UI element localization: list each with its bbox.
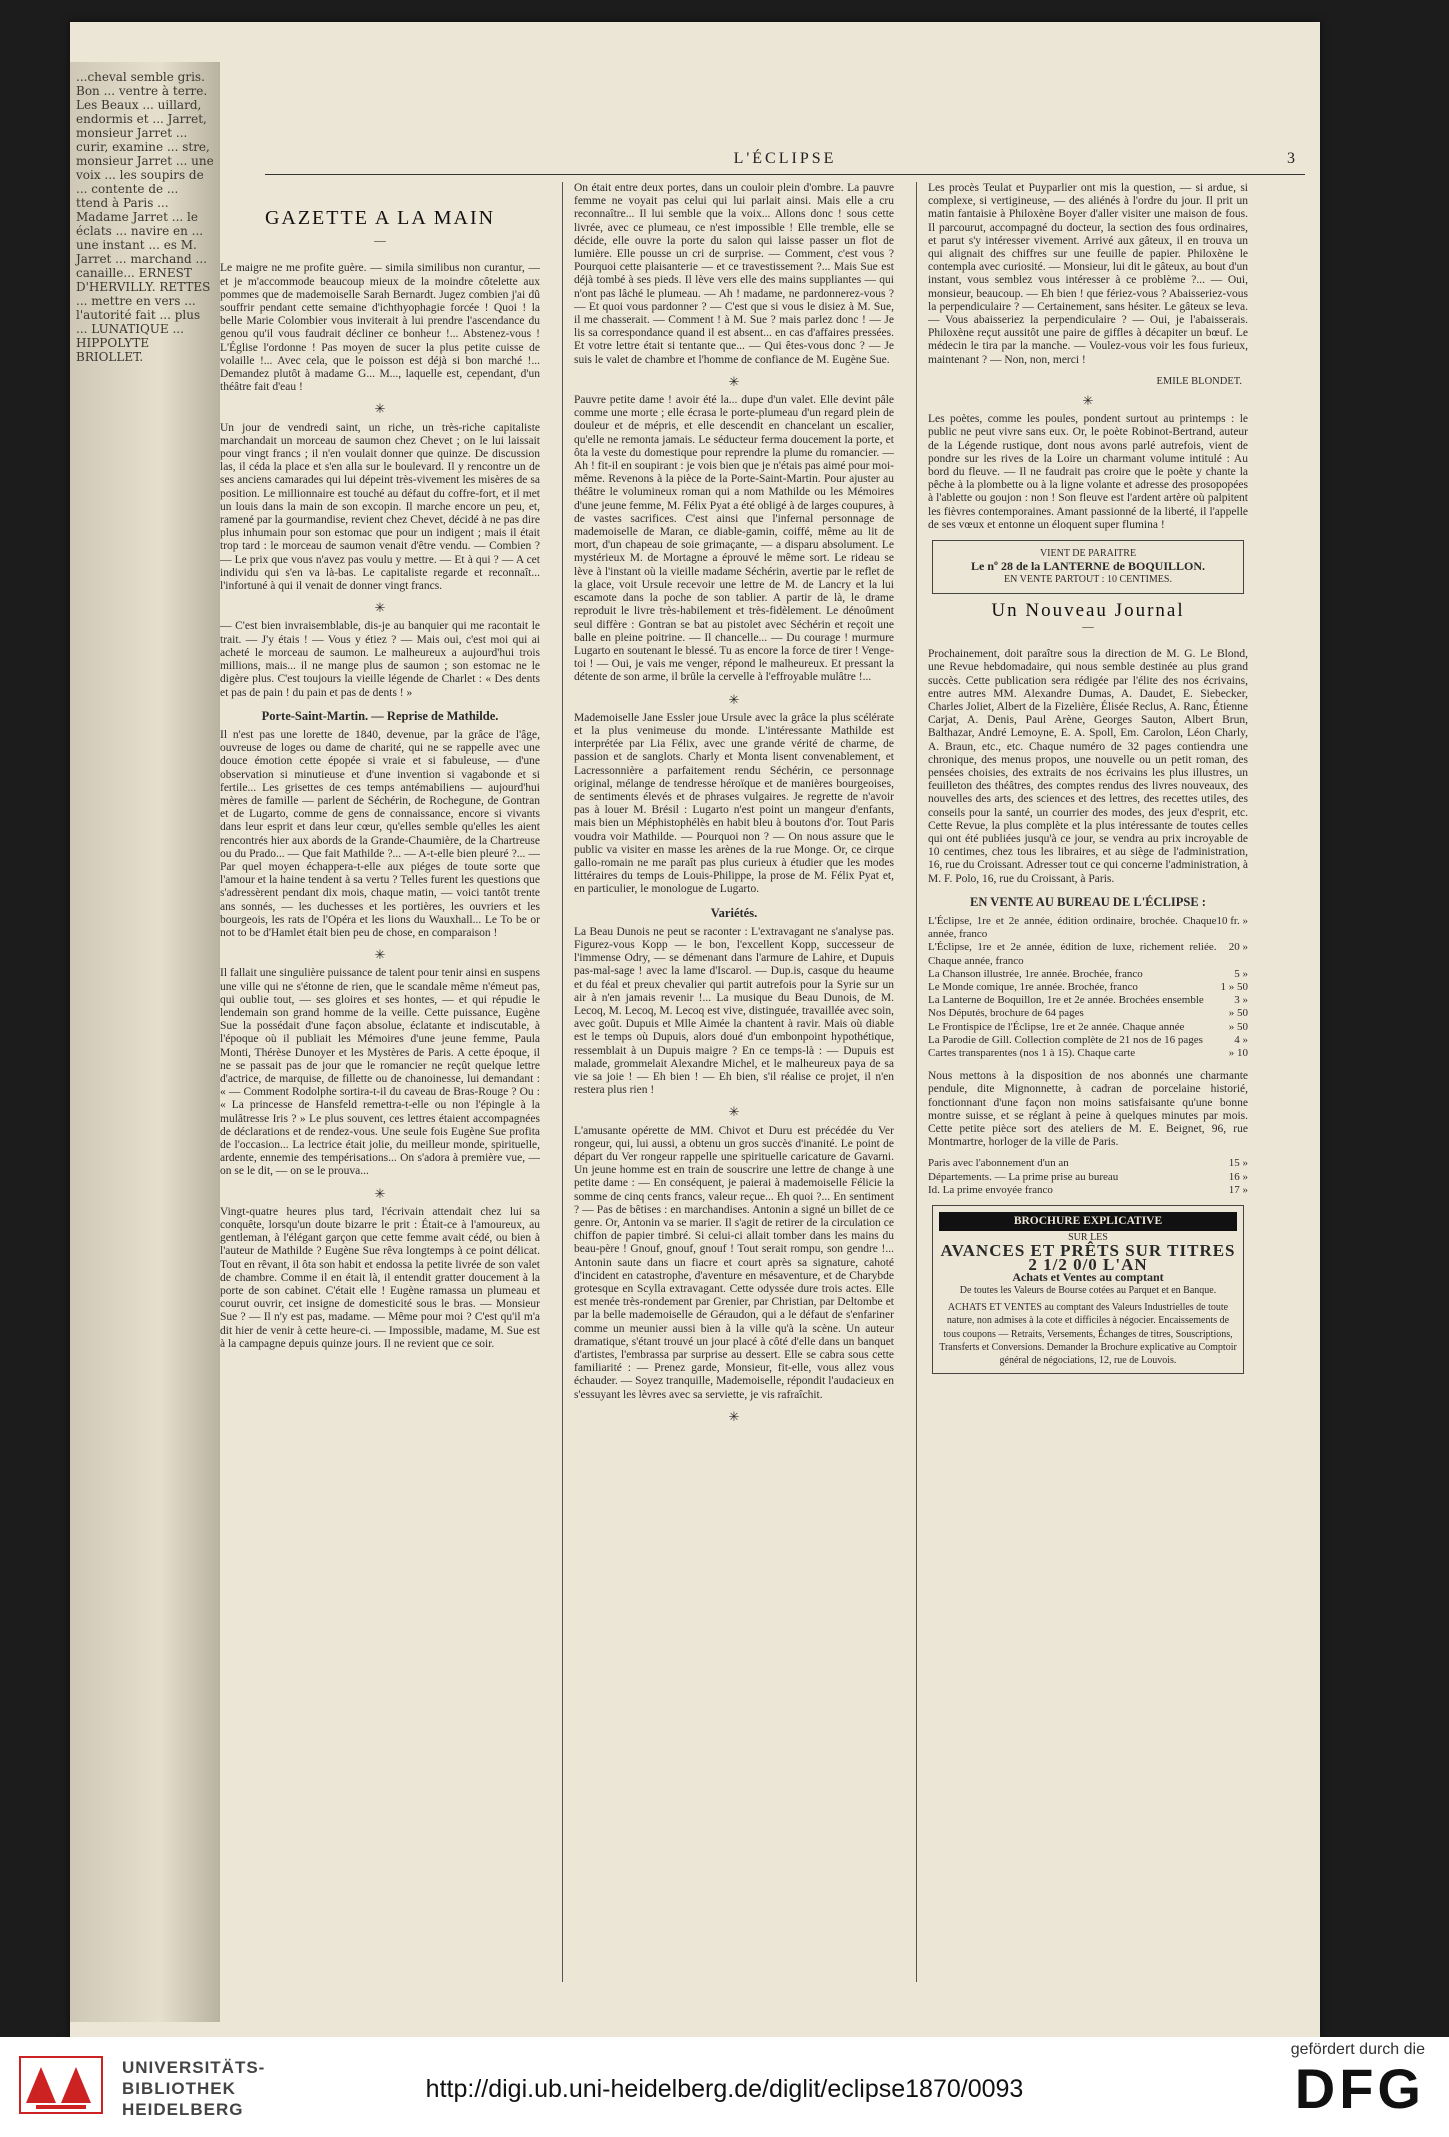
ad-line: SUR LES bbox=[1068, 1232, 1108, 1244]
item-price: 16 » bbox=[1228, 1170, 1248, 1183]
divider: — bbox=[1082, 620, 1094, 633]
item-title: Le Monde comique, 1re année. Brochée, franco bbox=[928, 980, 1138, 993]
article-paragraph: — C'est bien invraisemblable, dis-je au banquier qui me racontait le trait. — J'y étais ! — Vous y étiez ? — Mais oui, c'est moi qui ai acheté le morceau de saumon. Le malheureux a aujourd'hui trois millions, mais... il ne mange plus de saumon ; son estomac ne le digère plus. C'est toujours la vieille légende de Charlet : « Des dents et pas de pain ! du pain et pas de dents ! » bbox=[220, 620, 540, 699]
table-row bbox=[928, 1184, 1248, 1197]
subsection-heading: EN VENTE AU BUREAU DE L'ÉCLIPSE : bbox=[970, 894, 1206, 909]
subsection-heading: Porte-Saint-Martin. — Reprise de Mathilde. bbox=[261, 708, 499, 723]
item-price: 3 » bbox=[1234, 994, 1248, 1007]
subsection-heading: Variétés. bbox=[710, 905, 758, 920]
item-price: 5 » bbox=[1234, 967, 1248, 980]
asterisk-divider: ✳ bbox=[728, 373, 740, 389]
advertisement-lanterne bbox=[932, 540, 1244, 594]
library-name-line: HEIDELBERG bbox=[122, 2100, 244, 2119]
item-title: L'Éclipse, 1re et 2e année, édition ordinaire, brochée. Chaque année, franco bbox=[928, 914, 1217, 941]
item-title: Le Frontispice de l'Éclipse, 1re et 2e année. Chaque année bbox=[928, 1020, 1185, 1033]
item-price: 10 fr. » bbox=[1216, 914, 1248, 927]
previous-page-edge bbox=[70, 62, 220, 2022]
article-paragraph: Un jour de vendredi saint, un riche, un très-riche capitaliste marchandait un morceau de saumon chez Chevet ; on le lui laissait pour vingt francs ; il n'en voulait donner que quinze. De discussion las, il céda la place et s'en alla sur le boulevard. Il y rencontre un de ses anciens camarades qui lui dépeint très-vivement les misères de sa position. Le millionnaire est touché au défaut du coffre-fort, et il met un louis dans la main de son excopin. Il marche encore un peu, et, ramené par la gourmandise, revient chez Chevet, décidé à ne pas dire plus inhumain pour son estomac que pour un indigent ; mais il était trop tard : le morceau de saumon venait d'être vendu. — Combien ? — Le prix que vous n'avez pas voulu y mettre. — Et à qui ? — A cet individu qui s'en va là-bas. Le capitaliste regarde et reconnaît... l'infortuné à qui il venait de donner vingt francs. bbox=[220, 421, 540, 593]
item-title: Départements. — La prime prise au bureau bbox=[928, 1170, 1119, 1183]
item-title: La Parodie de Gill. Collection complète de 21 nos de 16 pages bbox=[928, 1033, 1203, 1046]
asterisk-divider: ✳ bbox=[728, 691, 740, 707]
dfg-logo: DFG bbox=[1294, 2057, 1425, 2120]
ad-line: ACHATS ET VENTES au comptant des Valeurs Industrielles de toute nature, non admises à la cote et difficiles à négocier. Encaissements de tous coupons — Retraits, Versements, Échanges de titres, Souscriptions, Transferts et Conversions. Demander la Brochure explicative au Comptoir général de négociations, 12, rue de Louvois. bbox=[939, 1302, 1237, 1367]
funder-block bbox=[1225, 2041, 1425, 2119]
item-title: Nos Députés, brochure de 64 pages bbox=[928, 1007, 1084, 1020]
asterisk-divider: ✳ bbox=[728, 1104, 740, 1120]
ad-headline: BROCHURE EXPLICATIVE bbox=[939, 1212, 1237, 1231]
item-title: Id. La prime envoyée franco bbox=[928, 1183, 1053, 1196]
ad-headline: Le nº 28 de la LANTERNE de BOQUILLON. bbox=[971, 559, 1205, 574]
source-url[interactable]: http://digi.ub.uni-heidelberg.de/diglit/eclipse1870/0093 bbox=[425, 2075, 1024, 2103]
column-rule bbox=[562, 182, 563, 1982]
article-paragraph: On était entre deux portes, dans un couloir plein d'ombre. La pauvre femme ne voyait pas celui qui lui parlait ainsi. Mais elle a cru reconnaître... Il lui semble que la voix... Allons donc ! sous cette livrée, avec ce plumeau, ce n'est impossible ! Elle tremble, elle se décide, elle ouvre la porte du salon qui laisse passer un flot de lumière. Elle pousse un cri de surprise. — Comment, c'est vous ? Pourquoi cette plaisanterie — et ce travestissement ?... Mais Sue est déjà tombé à ses pieds. Il lève vers elle des mains suppliantes — qui n'ont pas lâché le plumeau. — Ah ! madame, ne pardonnerez-vous ? — Et quoi vous pardonner ? — C'est que si vous le disiez à M. Sue, il me chasserait. — Comment ! à M. Sue ? mais parlez donc ! — Je lis sa correspondance quand il est absent... en cas d'affaires pressées. Et votre lettre était si tentante que... — Qui êtes-vous donc ? — Je suis le valet de chambre et l'homme de confiance de M. Eugène Sue. bbox=[574, 182, 894, 366]
item-price: 20 » bbox=[1228, 941, 1248, 954]
asterisk-divider: ✳ bbox=[728, 1408, 740, 1424]
item-price: 17 » bbox=[1228, 1183, 1248, 1196]
table-row bbox=[928, 1047, 1248, 1060]
article-paragraph: Il fallait une singulière puissance de talent pour tenir ainsi en suspens une ville qui ne s'étonne de rien, que le scandale même n'émeut pas, qui oublie tout, — ses gloires et ses hontes, — et qui répudie le lendemain son grand homme de la veille. Cette puissance, Eugène Sue la possédait d'une façon absolue, éclatante et indiscutable, à l'époque où il publiait les Mémoires d'une jeune femme, Paula Monti, Thérèse Dunoyer et les Mystères de Paris. A cette époque, il ne se passait pas de jour que le romancier ne reçût quelque lettre d'actrice, de marquise, de fillette ou de chanoinesse, lui demandant : « — Comment Rodolphe sortira-t-il du caveau de Bras-Rouge ? Ou : « La princesse de Hansfeld remettra-t-elle ou non l'épingle à la mulâtresse Iris ? » Le plus souvent, ces lettres étaient accompagnées de déclarations et de rendez-vous. Une seule fois Eugène Sue profita de l'occasion... La lectrice était jolie, du meilleur monde, spirituelle, ardente, ennemie des tempérisations... On s'adora à première vue, — on se le dit, — on se le prouva... bbox=[220, 967, 540, 1178]
item-price: 1 » 50 bbox=[1220, 980, 1248, 993]
asterisk-divider: ✳ bbox=[374, 401, 386, 417]
table-row bbox=[928, 1157, 1248, 1170]
article-paragraph: Mademoiselle Jane Essler joue Ursule avec la grâce la plus scélérate et la plus venimeuse du monde. L'intéressante Mathilde est interprétée par Lia Félix, avec une grande vérité de charme, de passion et de sanglots. Charly et Monta lisent convenablement, et Lacressonnière a parfaitement rendu Séchérin, ce personnage original, mélange de tendresse héroïque et de manières bourgeoises, de sentiments élevés et de phrases vulgaires. Je regrette de n'avoir pas à louer M. Brésil : Lugarto n'est point un mangeur d'enfants, mais bien un Méphistophélès en habit bleu à boutons d'or. Tout Paris voudra voir Mathilde. — Pourquoi non ? — On nous assure que le public va visiter en masse les arènes de la rue Monge. Or, ce cirque gallo-romain ne me paraît pas plus curieux à étudier que les modes littéraires du temps de Louis-Philippe, la prose de M. Félix Pyat et, en particulier, le monologue de Lugarto. bbox=[574, 711, 894, 896]
table-row bbox=[928, 1021, 1248, 1034]
column-3 bbox=[928, 182, 1248, 1992]
item-price: » 50 bbox=[1228, 1007, 1248, 1020]
signature: EMILE BLONDET. bbox=[1156, 375, 1242, 387]
article-paragraph: Les poètes, comme les poules, pondent surtout au printemps : le public ne peut vivre sans eux. Or, le poète Robinot-Bertrand, auteur de la Légende rustique, dont nous avons parlé autrefois, vient de pondre sur les rives de la Loire un charmant volume intitulé : Au bord du fleuve. — Il ne faudrait pas croire que le poète y chante la pêche à la plombette ou à la ligne volante et adresse des prosopopées à l'ablette ou goujon : non ! Son fleuve est l'ardent artère où palpitent les fièvres contemporaines. Amant passionné de la liberté, il l'appelle de ses vœux et entonne un éloquent super flumina ! bbox=[928, 413, 1248, 531]
column-2 bbox=[574, 182, 894, 1992]
article-paragraph: L'amusante opérette de MM. Chivot et Duru est précédée du Ver rongeur, qui, lui aussi, a obtenu un gros succès d'inanité. Le point de départ du Ver rongeur rappelle une spirituelle caricature de Gavarni. Un jeune homme est en train de souscrire une lettre de change à une petite dame : — En conséquent, je paierai à mademoiselle Félicie la somme de cinq cents francs, valeur reçue... Eh quoi ?... En sentiment ? — Pas de bêtises : en marchandises. Antonin a signé un billet de ce genre. Or, Antonin va se marier. Il s'agit de retirer de la circulation ce chiffon de papier timbré. Si celui-ci allait tomber dans les mains du beau-père ! Gnouf, gnouf, gnouf ! Tout serait rompu, son gendre !... Antonin saute dans un fiacre et court après sa signature, cahoté d'incident en catastrophe, d'aventure en mésaventure, et de Charybde grotesque en Scylla extravagant. Cette odyssée dure trois actes. Elle est menée très-rondement par Grenier, par Christian, par Deltombe et par la belle mademoiselle de Géraudon, qui a le défaut de s'enfariner comme un meunier aussi bien à la ville qu'à la scène. Un auteur dramatique, s'étant trouvé un jour placé à côté d'elle dans un banquet d'artistes, l'embrassa par surprise au dessert. Elle se cabra sous cette familiarité : — Prenez garde, Monsieur, fit-elle, vous allez vous échauder. — Soyez tranquille, Mademoiselle, répondit l'audacieux en s'essuyant les lèvres avec sa serviette, je vis rafraîchit. bbox=[574, 1124, 894, 1401]
price-table bbox=[928, 915, 1248, 1060]
section-heading: GAZETTE A LA MAIN bbox=[264, 207, 496, 229]
advertisement-brochure bbox=[932, 1205, 1244, 1374]
column-1 bbox=[220, 182, 540, 1992]
item-title: Cartes transparentes (nos 1 à 15). Chaque carte bbox=[928, 1046, 1136, 1059]
subscription-price-table bbox=[928, 1157, 1248, 1197]
item-title: Paris avec l'abonnement d'un an bbox=[928, 1157, 1069, 1170]
article-paragraph: La Beau Dunois ne peut se raconter : L'extravagant ne s'analyse pas. Figurez-vous Kopp — le bon, l'excellent Kopp, successeur de l'immense Odry, — se démenant dans l'armure de Lahire, et Dupuis pas-mal-sage ! avec la lame d'Iscarol. — Dup.is, casque du heaume et du féal et preux chevalier qui partit autrefois pour la Syrie sur un air à n'en jamais revenir !... La musique du Beau Dunois, de M. Lecoq, M. Lecoq, M. Lecoq est vive, distinguée, travaillée avec soin, avec goût. Dupuis et Mlle Aimée la chantent à ravir. Mais où diable est le temps où Dupuis, alors doué d'un embonpoint hypothétique, ressemblait à un Dupuis maigre ? En ce temps-là : — Dupuis est malade, grommelait Alexandre Michel, et le malheureux paya de sa vie sa joie ! — Eh bien ! — Eh bien, s'il réalise ce projet, il n'en restera plus rien ! bbox=[574, 925, 894, 1097]
footer-bar bbox=[0, 2037, 1449, 2137]
newspaper-title: L'ÉCLIPSE bbox=[733, 150, 837, 167]
previous-page-text: ...cheval semble gris. Bon ... ventre à terre. Les Beaux ... uillard, endormis et ... Jarret, monsieur Jarret ... curir, examine ... stre, monsieur Jarret ... une voix ... les soupirs de ... contente de ... ttend à Paris ... Madame Jarret ... le éclats ... navire en ... une instant ... es M. Jarret ... marchand ... canaille... ERNEST D'HERVILLY. RETTES ... mettre en vers ... l'autorité fait ... plus ... LUNATIQUE ... HIPPOLYTE BRIOLLET. bbox=[76, 70, 214, 364]
article-paragraph: Pauvre petite dame ! avoir été la... dupe d'un valet. Elle devint pâle comme une morte ; elle écrasa le porte-plumeau d'un regard plein de douleur et de mépris, et elle descendit en chancelant un escalier, qu'elle ne remonta jamais. Le séducteur ferma doucement la porte, et ôta la veste du domestique pour reprendre la plume du romancier. — Ah ! fit-il en soupirant : je vois bien que je n'étais pas aimé pour moi-même. Revenons à la pièce de la Porte-Saint-Martin. Pour ajuster au théâtre le volumineux roman qui a nom Mathilde ou les Mémoires d'une jeune femme, M. Félix Pyat a été obligé à de larges coupures, à de vastes sacrifices. C'est ainsi que l'infernal personnage de mademoiselle de Maran, ce diable-gamin, coiffé, même au lit de mort, d'un chapeau de soie grimaçante, — a disparu absolument. Le mystérieux M. de Mortagne a éprouvé le même sort. Le rideau se lève à l'instant où la vieille madame Séchérin, avertie par le reflet de la glace, voit Ursule recevoir une lettre de M. de Lancry et la lui escamote dans la poche de son tablier. A partir de là, le drame reproduit le livre très-habilement et très-fidèlement. Le dénoûment seul diffère : Gontran se bat au pistolet avec Séchérin et reçoit une balle en pleine poitrine. — Il chancelle... — Du courage ! murmure Lugarto en soutenant le blessé. Tu as encore la force de tirer ! Venge-toi ! — Oui, je vais me venger, répond le malheureux. Et pressant la détente de son arme, il brûle la cervelle à l'effroyable mulâtre !... bbox=[574, 394, 894, 684]
ad-line: De toutes les Valeurs de Bourse cotées au Parquet et en Banque. bbox=[959, 1285, 1217, 1297]
article-paragraph: Nous mettons à la disposition de nos abonnés une charmante pendule, dite Mignonnette, à cadran de porcelaine historié, fonctionnant d'une façon non moins satisfaisante qu'une bonne montre suisse, et se réglant à peine à quelques minutes par mois. Cette petite pièce sort des ateliers de M. E. Beignet, 96, rue Montmartre, horloger de la ville de Paris. bbox=[928, 1070, 1248, 1149]
asterisk-divider: ✳ bbox=[374, 1185, 386, 1201]
library-name-line: UNIVERSITÄTS- bbox=[122, 2058, 266, 2077]
article-paragraph: Les procès Teulat et Puyparlier ont mis la question, — si ardue, si complexe, si vertigineuse, — des aliénés à l'ordre du jour. Il prit un matin fantaisie à Philoxène Boyer d'aller visiter une maison de fous. Il parcourut, accompagné du docteur, la section des fous ordinaires, et parut s'y intéresser vivement. Arrivé aux gâteux, il en trouva un qui alignait des chiffres sur une feuille de papier. Philoxène le contempla avec curiosité. — Monsieur, lui dit le gâteux, au bout d'un instant, vous semblez vous intéresser à ce problème ?... — Oui, monsieur, beaucoup. — Eh bien ! que fériez-vous ? Abaisseriez-vous la perpendiculaire ? — Certainement, sans hésiter. Le gâteux se leva. — Vous abaisseriez la perpendiculaire ? — Oui, je l'abaisserais. Philoxène reçut aussitôt une paire de giffles à décapiter un bœuf. Le médecin le tira par la manche. — Voulez-vous voir les fous furieux, maintenant ? — Non, non, merci ! bbox=[928, 182, 1248, 366]
table-row bbox=[928, 968, 1248, 981]
item-title: La Lanterne de Boquillon, 1re et 2e année. Brochées ensemble bbox=[928, 994, 1204, 1007]
article-paragraph: Vingt-quatre heures plus tard, l'écrivain attendait chez lui sa conquête, lorsqu'un doute bizarre le prit : Était-ce à l'amoureux, au gentleman, à l'élégant garçon que cette femme avait cédé, ou bien à l'auteur de Mathilde ? Eugène Sue rêva longtemps à ce point délicat. Tout en rêvant, il ôta son habit et endossa la petite livrée de son valet de chambre. Comme il en était là, il entendit gratter doucement à la porte de son cabinet. C'était elle ! Eugène ramassa un plumeau et courut ouvrir, cet insigne de domesticité sous le bras. — Monsieur Sue ? — Il n'y est pas, madame. — Même pour moi ? C'est qu'il m'a dit hier de venir à cette heure-ci. — Impossible, madame, M. Sue est à la campagne depuis quinze jours. Il ne revient que ce soir. bbox=[220, 1205, 540, 1350]
column-rule bbox=[916, 182, 917, 1982]
article-paragraph: Il n'est pas une lorette de 1840, devenue, par la grâce de l'âge, ouvreuse de loges ou dame de charité, qui ne se rappelle avec une douce émotion cette épopée si vraie et si fabuleuse, — d'une observation si minutieuse et d'une invention si vagabonde et si fertile... Les grisettes de ces temps antémabiliens — aujourd'hui mères de famille — parlent de Séchérin, de Rochegune, de Gontran et de Lugarto, comme de gens de connaissance, encore si vivants dans leur esprit et dans leur cœur, qu'elles semble qu'elles les aient rencontrés hier aux abords de la Grande-Chaumière, de la Chartreuse ou du Prado... — Que fait Mathilde ?... — A-t-elle bien pleuré ?... — Par quel moyen échappera-t-elle aux piéges de toute sorte que l'amour et la haine tendent à sa vertu ? Telles furent les questions que s'adressèrent pendant dix mois, chaque matin, — voici tantôt trente ans sonnés, — les duchesses et les portières, les ouvriers et les bourgeois, les rats de l'Opéra et les lions du Wauxhall... Le To be or not to be d'Hamlet était bien peu de chose, en comparaison ! bbox=[220, 728, 540, 939]
funder-label: gefördert durch die bbox=[1290, 2041, 1425, 2058]
library-name-line: BIBLIOTHEK bbox=[122, 2079, 236, 2098]
table-row bbox=[928, 1034, 1248, 1047]
page-number: 3 bbox=[1287, 150, 1295, 167]
newspaper-page bbox=[70, 22, 1320, 2037]
ad-headline: AVANCES ET PRÊTS SUR TITRES 2 1/2 0/0 L'AN bbox=[940, 1241, 1236, 1274]
item-title: L'Éclipse, 1re et 2e année, édition de luxe, richement reliée. Chaque année, franco bbox=[928, 941, 1217, 967]
section-heading: Un Nouveau Journal bbox=[991, 599, 1185, 621]
item-price: 15 » bbox=[1228, 1157, 1248, 1170]
ad-line: Achats et Ventes au comptant bbox=[1012, 1269, 1164, 1284]
table-row bbox=[928, 994, 1248, 1007]
article-paragraph: Prochainement, doit paraître sous la direction de M. G. Le Blond, une Revue hebdomadaire, qui nous semble destinée au plus grand succès. Cette publication sera rédigée par l'élite des nos écrivains, entre autres MM. Alexandre Dumas, A. Daudet, E. Siebecker, Charles Joliet, Albert de la Fizelière, Élisée Reclus, A. Ranc, Étienne Carjat, A. Denis, Paul Arène, Georges Sauton, Albert Brun, Balthazar, André Lemoyne, E. A. Spoll, Em. Carolon, Léon Charly, A. Braun, etc., etc. Chaque numéro de 32 pages contiendra une chronique, des menus propos, une nouvelle ou un petit roman, des pensées choisies, des extraits de nos écrivains les plus illustres, un feuilleton des théâtres, des comptes rendus des livres nouveaux, des nouvelles des arts, des sciences et des lettres, des recettes utiles, des conseils pour la santé, un courrier des modes, des jeux d'esprit, etc. Cette Revue, la plus complète et la plus intéressante de toutes celles qui ont été publiées jusqu'à ce jour, se vendra au prix incroyable de 10 centimes, chez tous les libraires, et au siège de l'administration, 16, rue du Croissant. Adresser tout ce qui concerne l'administration, à M. F. Polo, 16, rue du Croissant, à Paris. bbox=[928, 648, 1248, 885]
item-price: » 10 bbox=[1228, 1046, 1248, 1059]
table-row bbox=[928, 981, 1248, 994]
table-row bbox=[928, 941, 1248, 967]
item-title: La Chanson illustrée, 1re année. Brochée, franco bbox=[928, 967, 1143, 980]
article-paragraph: Le maigre ne me profite guère. — simila similibus non curantur, — et je m'accommode beaucoup mieux de la moindre côtelette aux pommes que de mademoiselle Sarah Bernardt. Jugez combien j'ai dû souffrir pendant cette semaine d'ichthyophagie forcée ! Quoi ! la belle Marie Colombier vous inviterait à lui prendre l'ascendance du genou qu'il vous faudrait décliner ce bonheur !... Abstenez-vous ! L'Église l'ordonne ! Pas moyen de sucer la plus petite cuisse de volaille !... Avec cela, que le poisson est déjà si bon marché !... Demandez plutôt à madame G... M..., laquelle est, cependant, d'un théâtre fait d'eau ! bbox=[220, 262, 540, 394]
ad-line: EN VENTE PARTOUT : 10 CENTIMES. bbox=[1004, 574, 1172, 586]
asterisk-divider: ✳ bbox=[374, 947, 386, 963]
divider: — bbox=[374, 235, 386, 248]
table-row bbox=[928, 1007, 1248, 1020]
table-row bbox=[928, 1171, 1248, 1184]
table-row bbox=[928, 915, 1248, 941]
item-price: » 50 bbox=[1228, 1020, 1248, 1033]
asterisk-divider: ✳ bbox=[1082, 393, 1094, 409]
item-price: 4 » bbox=[1234, 1033, 1248, 1046]
ad-line: VIENT DE PARAITRE bbox=[1039, 548, 1137, 560]
page-header bbox=[265, 150, 1305, 175]
asterisk-divider: ✳ bbox=[374, 600, 386, 616]
